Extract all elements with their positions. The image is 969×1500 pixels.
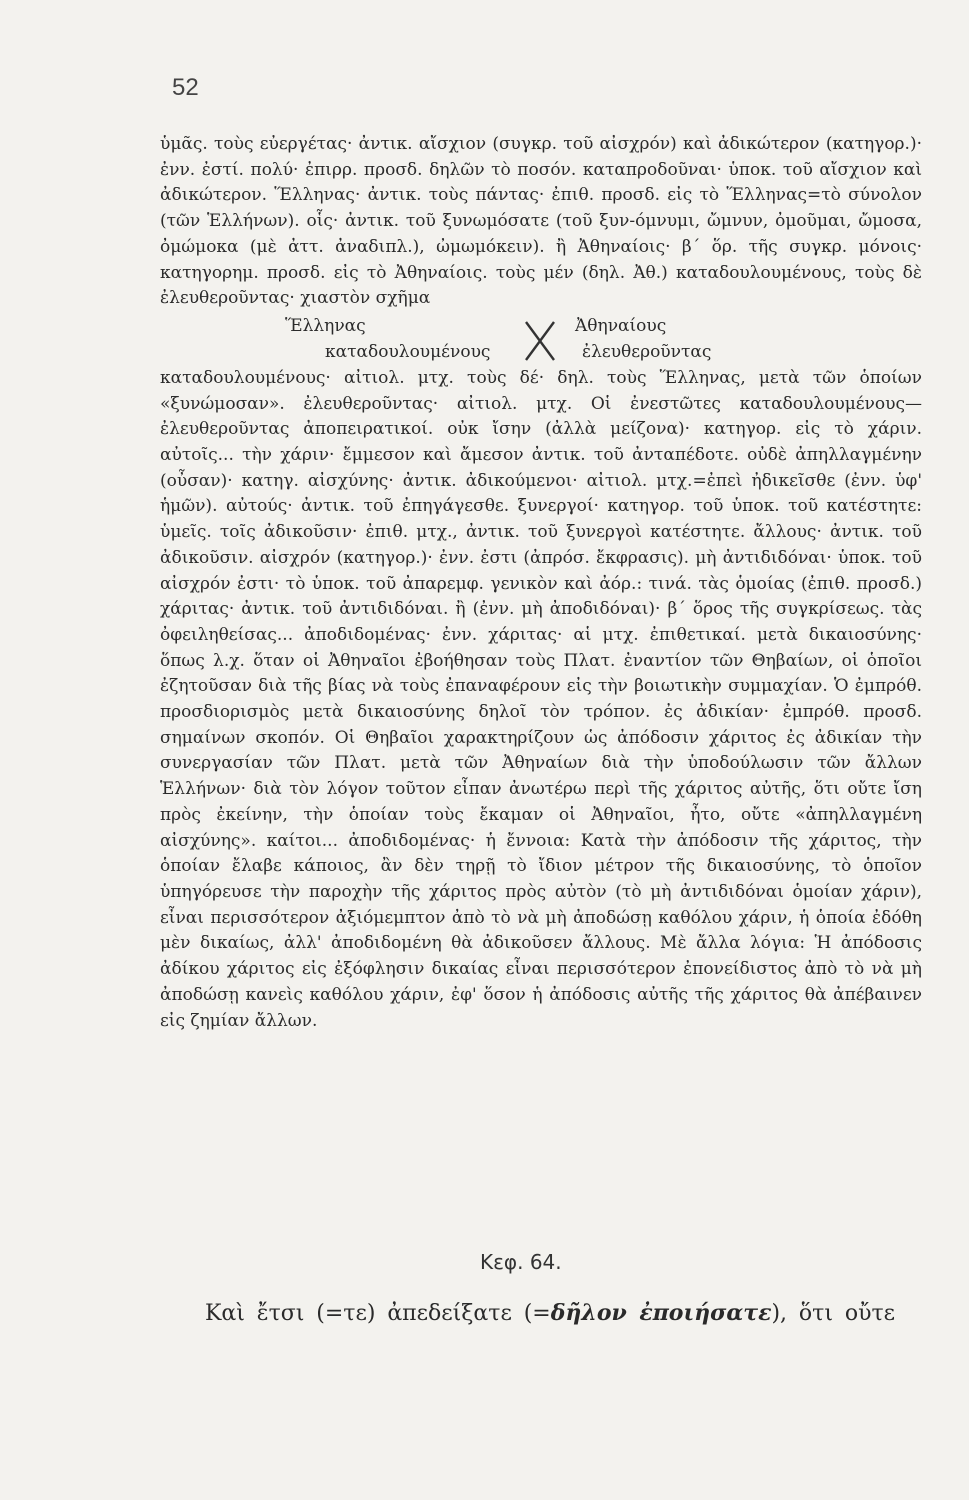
text-line-end: ), ὅτι οὔτε: [771, 1301, 896, 1326]
text-line-bold: δῆλον ἐποιήσατε: [550, 1300, 772, 1326]
chiasm-bottom-left: καταδουλουμένους: [325, 341, 491, 362]
text-line-start: Καὶ ἔτσι (=τε) ἀπεδείξατε (=: [205, 1301, 551, 1326]
commentary-paragraph-2: καταδουλουμένους· αἰτιολ. μτχ. τοὺς δέ· δηλ. τοὺς Ἕλληνας, μετὰ τῶν ὁποίων «ξυνώμοσαν». ἐλευθεροῦντας· αἰτιολ. μτχ. Οἱ ἐνεστῶτες καταδουλουμένους—ἐλευθεροῦντας ἀποπειρατικοί. οὐκ ἴσην (ἀλλὰ μείζονα)· κατηγορ. εἰς τὸ χάριν. αὐτοῖς... τὴν χάριν· ἔμμεσον καὶ ἄμεσον ἀντικ. τοῦ ἀνταπέδοτε. οὐδὲ ἀπηλλαγμένην (οὖσαν)· κατηγ. αἰσχύνης· ἀντικ. ἀδικούμενοι· αἰτιολ. μτχ.=ἐπεὶ ἠδικεῖσθε (ἐνν. ὑφ' ἡμῶν). αὐτούς· ἀντικ. τοῦ ἐπηγάγεσθε. ξυνεργοί· κατηγορ. τοῦ ὑποκ. τοῦ κατέστητε: ὑμεῖς. τοῖς ἀδικοῦσιν· ἐπιθ. μτχ., ἀντικ. τοῦ ξυνεργοὶ κατέστητε. ἄλλους· ἀντικ. τοῦ ἀδικοῦσιν. αἰσχρόν (κατηγορ.)· ἐνν. ἐστι (ἀπρόσ. ἔκφρασις). μὴ ἀντιδιδόναι· ὑποκ. τοῦ αἰσχρόν ἐστι· τὸ ὑποκ. τοῦ ἀπαρεμφ. γενικὸν καὶ ἀόρ.: τινά. τὰς ὁμοίας (ἐπιθ. προσδ.) χάριτας· ἀντικ. τοῦ ἀντιδιδόναι. ἢ (ἐνν. μὴ ἀποδιδόναι)· β΄ ὅρος τῆς συγκρίσεως. τὰς ὀφειληθείσας... ἀποδιδομένας· ἐνν. χάριτας· αἱ μτχ. ἐπιθετικαί. μετὰ δικαιοσύνης· ὅπως λ.χ. ὅταν οἱ Ἀθηναῖοι ἐβοήθησαν τοὺς Πλατ. ἐναντίον τῶν Θηβαίων, οἱ ὁποῖοι ἐζητοῦσαν διὰ τῆς βίας νὰ τοὺς ἐπαναφέρουν εἰς τὴν βοιωτικὴν συμμαχίαν. Ὁ ἐμπρόθ. προσδιορισμὸς μετὰ δικαιοσύνης δηλοῖ τὸν τρόπον. ἐς ἀδικίαν· ἐμπρόθ. προσδ. σημαίνων σκοπόν. Οἱ Θηβαῖοι χαρακτηρίζουν ὡς ἀπόδοσιν χάριτος ἐς ἀδικίαν τὴν συνεργασίαν τῶν Πλατ. μετὰ τῶν Ἀθηναίων διὰ τὴν ὑποδούλωσιν τῶν ἄλλων Ἑλλήνων· διὰ τὸν λόγον τοῦτον εἶπαν ἀνωτέρω περὶ τῆς χάριτος αὐτῆς, ὅτι οὔτε ἴση πρὸς ἐκείνην, τὴν ὁποίαν τοὺς ἔκαμαν οἱ Ἀθηναῖοι, ἦτο, οὔτε «ἀπηλλαγμένη αἰσχύνης». καίτοι... ἀποδιδομένας· ἡ ἔννοια: Κατὰ τὴν ἀπόδοσιν τῆς χάριτος, τὴν ὁποίαν ἔλαβε κάποιος, ἂν δὲν τηρῇ τὸ ἴδιον μέτρον τῆς δικαιοσύνης, τὸ ὁποῖον ὑπηγόρευσε τὴν παροχὴν τῆς χάριτος πρὸς αὐτὸν (τὸ μὴ ἀντιδιδόναι ὁμοίαν χάριν), εἶναι περισσότερον ἀξιόμεμπτον ἀπὸ τὸ νὰ μὴ ἀποδώσῃ καθόλου χάριν, ἡ ὁποία ἐδόθη μὲν δικαίως, ἀλλ' ἀποδιδομένη θὰ ἀδικοῦσεν ἄλλους. Μὲ ἄλλα λόγια: Ἡ ἀπόδοσις ἀδίκου χάριτος εἰς ἐξόφλησιν δικαίας εἶναι περισσότερον ἐπονείδιστος ἀπὸ τὸ νὰ μὴ ἀποδώσῃ κανεὶς καθόλου χάριν, ἐφ' ὅσον ἡ ἀπόδοσις αὐτῆς τῆς χάριτος θὰ ἀπέβαινεν εἰς ζημίαν ἄλλων.: [160, 367, 922, 1031]
chiasm-cross-icon: [522, 318, 558, 364]
chiasm-top-right: Ἀθηναίους: [575, 315, 667, 336]
chiasm-top-left: Ἕλληνας: [285, 315, 366, 336]
commentary-body: [160, 132, 922, 1034]
chiasm-bottom-right: ἐλευθεροῦντας: [582, 341, 712, 362]
text-line: [205, 1300, 895, 1326]
commentary-paragraph-1: ὑμᾶς. τοὺς εὐεργέτας· ἀντικ. αἴσχιον (συγκρ. τοῦ αἰσχρόν) καὶ ἀδικώτερον (κατηγορ.)· ἐνν. ἐστί. πολύ· ἐπιρρ. προσδ. δηλῶν τὸ ποσόν. καταπροδοῦναι· ὑποκ. τοῦ αἴσχιον καὶ ἀδικώτερον. Ἕλληνας· ἀντικ. τοὺς πάντας· ἐπιθ. προσδ. εἰς τὸ Ἕλληνας=τὸ σύνολον (τῶν Ἑλλήνων). οἷς· ἀντικ. τοῦ ξυνωμόσατε (τοῦ ξυν-όμνυμι, ὤμνυν, ὀμοῦμαι, ὤμοσα, ὀμώμοκα (μὲ ἀττ. ἀναδιπλ.), ὠμωμόκειν). ἢ Ἀθηναίοις· β΄ ὅρ. τῆς συγκρ. μόνοις· κατηγορημ. προσδ. εἰς τὸ Ἀθηναίοις. τοὺς μέν (δηλ. Ἀθ.) καταδουλουμένους, τοὺς δὲ ἐλευθεροῦντας· χιαστὸν σχῆμα: [160, 134, 922, 309]
page-number: 52: [172, 74, 199, 101]
chapter-heading: Κεφ. 64.: [480, 1250, 562, 1274]
chiasm-diagram: [160, 314, 922, 366]
